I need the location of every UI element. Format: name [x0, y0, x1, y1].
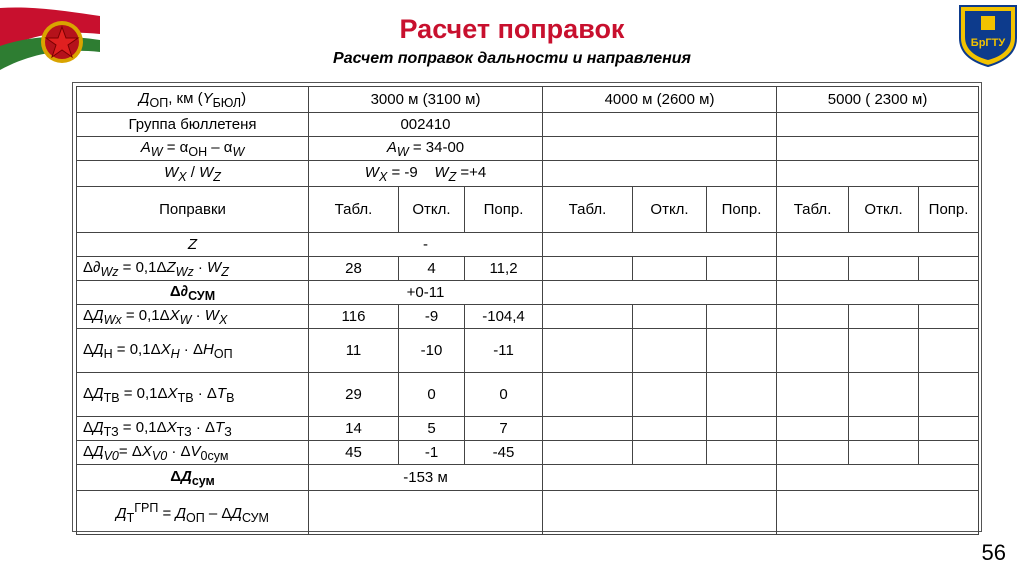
group-value-1: 002410 [309, 113, 543, 137]
row-header-d-op: $Д_{ОП}$, км $(Y_{БЮЛ})$ [77, 87, 309, 113]
table-row [77, 281, 979, 305]
aw-value-1: $A_W = 34-00$ [309, 137, 543, 161]
table-row [77, 441, 979, 465]
row-header-dd-h: $\Delta Д_Н = 0,1\Delta X_H \cdot \Delta H_{ОП}$ [77, 329, 309, 373]
table-row [77, 257, 979, 281]
table-row [77, 329, 979, 373]
dd-wx-correction: -104,4 [465, 305, 543, 329]
row-header-d-sum: $\Delta\partial_{СУМ}$ [77, 281, 309, 305]
page-title: Расчет поправок [399, 14, 625, 44]
dd-v0-deviation: -1 [399, 441, 465, 465]
dd-h-table: 11 [309, 329, 399, 373]
d-sum-value-1: +0-11 [309, 281, 543, 305]
dd-tz-correction: 7 [465, 417, 543, 441]
dd-tz-table: 14 [309, 417, 399, 441]
d-wz-deviation: 4 [399, 257, 465, 281]
subcol-table: Табл. [543, 187, 633, 233]
row-header-wxwz: $W_X / W_Z$ [77, 161, 309, 187]
wxwz-value-3 [777, 161, 979, 187]
row-header-dd-wx: $\Delta Д_{Wx} = 0,1\Delta X_W \cdot W_X$ [77, 305, 309, 329]
subcol-table: Табл. [777, 187, 849, 233]
corrections-table-frame [72, 82, 982, 532]
row-header-group: Группа бюллетеня [77, 113, 309, 137]
row-header-aw: $A_W = \alpha_{ОН} - \alpha_W$ [77, 137, 309, 161]
wxwz-value-1: $W_X = -9$ $W_Z =+4$ [309, 161, 543, 187]
dd-tz-deviation: 5 [399, 417, 465, 441]
dd-tv-table: 29 [309, 373, 399, 417]
subcol-deviation: Откл. [849, 187, 919, 233]
table-row [77, 187, 979, 233]
table-row [77, 373, 979, 417]
dd-v0-table: 45 [309, 441, 399, 465]
page-number: 56 [981, 540, 1006, 565]
table-row [77, 305, 979, 329]
wxwz-value-2 [543, 161, 777, 187]
group-value-3 [777, 113, 979, 137]
table-row [77, 465, 979, 491]
subcol-deviation: Откл. [399, 187, 465, 233]
row-header-dd-tz: $\Delta Д_{ТЗ} = 0,1\Delta X_{ТЗ} \cdot \Delta T_З$ [77, 417, 309, 441]
subcol-correction: Попр. [707, 187, 777, 233]
aw-value-2 [543, 137, 777, 161]
table-row [77, 233, 979, 257]
row-header-dt: $Д_Т^{ГРП} = Д_{ОП} - \Delta Д_{СУМ}$ [77, 491, 309, 535]
row-header-z: Z [77, 233, 309, 257]
subcol-deviation: Откл. [633, 187, 707, 233]
dd-v0-correction: -45 [465, 441, 543, 465]
row-header-dd-sum: $\Delta Д_{сум}$ [77, 465, 309, 491]
row-header-d-wz: $\Delta\partial_{Wz} = 0,1\Delta Z_{Wz} \cdot W_Z$ [77, 257, 309, 281]
dd-tv-deviation: 0 [399, 373, 465, 417]
subcol-correction: Попр. [465, 187, 543, 233]
table-row [77, 161, 979, 187]
dd-tv-correction: 0 [465, 373, 543, 417]
crest-label: БрГТУ [970, 37, 1006, 49]
dd-sum-value-1: -153 м [309, 465, 543, 491]
row-header-dd-v0: $\Delta Д_{V0}= \Delta X_{V0} \cdot \Delta V_{0сум}$ [77, 441, 309, 465]
subcol-table: Табл. [309, 187, 399, 233]
aw-value-3 [777, 137, 979, 161]
subcol-correction: Попр. [919, 187, 979, 233]
table-row [77, 417, 979, 441]
corrections-table [76, 86, 979, 535]
table-row [77, 491, 979, 535]
table-row [77, 137, 979, 161]
d-wz-correction: 11,2 [465, 257, 543, 281]
dd-wx-deviation: -9 [399, 305, 465, 329]
row-header-dd-tv: $\Delta Д_{ТВ} = 0,1\Delta X_{ТВ} \cdot \Delta T_В$ [77, 373, 309, 417]
d-wz-table: 28 [309, 257, 399, 281]
dd-h-deviation: -10 [399, 329, 465, 373]
range-cell-1: 3000 м (3100 м) [309, 87, 543, 113]
table-row [77, 113, 979, 137]
range-cell-2: 4000 м (2600 м) [543, 87, 777, 113]
dd-wx-table: 116 [309, 305, 399, 329]
page-subtitle: Расчет поправок дальности и направления [333, 50, 691, 67]
dd-h-correction: -11 [465, 329, 543, 373]
z-value-1: - [309, 233, 543, 257]
row-header-corrections: Поправки [77, 187, 309, 233]
group-value-2 [543, 113, 777, 137]
table-row [77, 87, 979, 113]
range-cell-3: 5000 ( 2300 м) [777, 87, 979, 113]
